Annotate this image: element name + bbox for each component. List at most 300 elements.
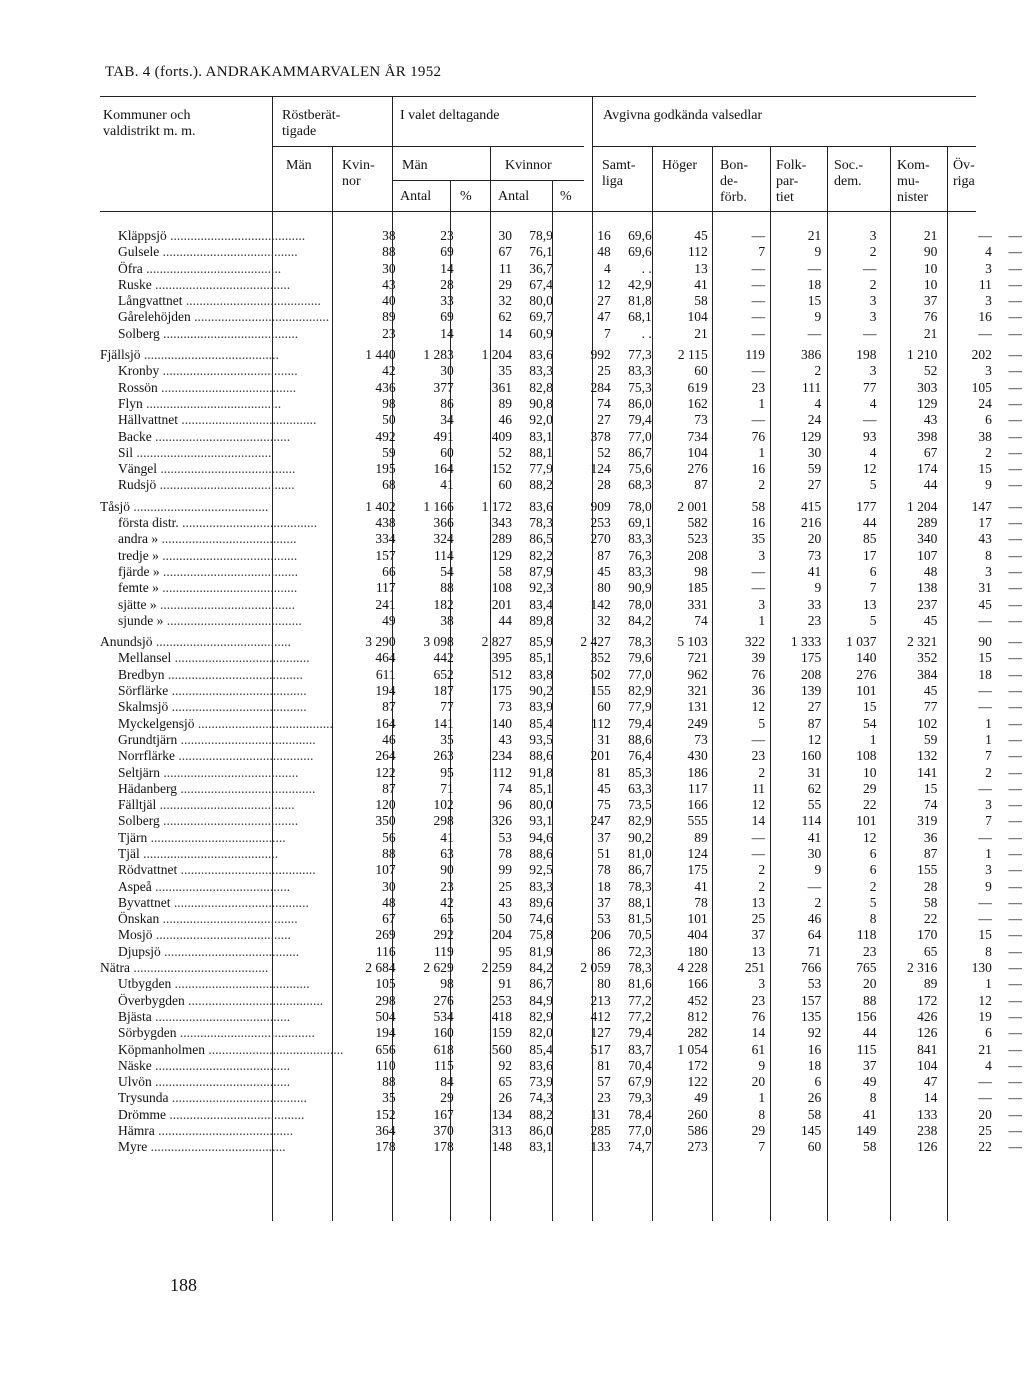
row-name <box>100 564 343 580</box>
row-name-text: Mellansel <box>118 650 172 666</box>
cell: 83,3 <box>628 363 652 379</box>
row-name <box>100 228 343 244</box>
row-name-text: Tjärn <box>118 829 148 845</box>
cell: 517 <box>590 1041 611 1057</box>
table-row <box>100 477 1024 493</box>
cell: 289 <box>491 531 512 547</box>
cell: 167 <box>433 1106 454 1122</box>
table-row <box>100 813 1024 829</box>
cell: 43 <box>498 731 512 747</box>
cell: 81 <box>597 1057 611 1073</box>
cell: 59 <box>807 461 822 477</box>
cell: — <box>1008 1123 1022 1139</box>
row-name-text: Rossön <box>118 379 158 395</box>
leader-dots: ........................................ <box>194 715 333 731</box>
cell: 37 <box>751 927 766 943</box>
cell: 14 <box>923 1090 938 1106</box>
cell: 377 <box>433 379 454 395</box>
row-name <box>100 1139 343 1155</box>
row-name-text: Nätra <box>100 960 130 976</box>
table-row <box>100 445 1024 461</box>
cell: 618 <box>433 1041 454 1057</box>
cell: 59 <box>923 731 938 747</box>
cell: 129 <box>917 395 938 411</box>
cell: 67,9 <box>628 1074 652 1090</box>
cell: 83,3 <box>529 363 553 379</box>
cell: 326 <box>491 813 512 829</box>
cell: 35 <box>498 363 512 379</box>
cell: 65 <box>440 911 454 927</box>
cell: 14 <box>751 813 766 829</box>
row-name-text: Djupsjö <box>118 943 161 959</box>
cell: 83,9 <box>529 699 553 715</box>
cell: 71 <box>807 943 822 959</box>
cell: 82,9 <box>628 683 652 699</box>
cell: 619 <box>687 379 708 395</box>
leader-dots: ........................................ <box>151 428 291 444</box>
cell: 83,4 <box>529 596 553 612</box>
cell: — <box>751 363 766 379</box>
cell: 76 <box>751 428 766 444</box>
cell: 303 <box>917 379 938 395</box>
cell: 85,4 <box>529 715 553 731</box>
cell: 12 <box>597 276 611 292</box>
cell: 16 <box>751 461 766 477</box>
row-name-text: Byvattnet <box>118 894 171 910</box>
cell: 58 <box>807 1106 822 1122</box>
cell: 148 <box>491 1139 512 1155</box>
cell: 324 <box>433 531 454 547</box>
cell: 765 <box>856 960 877 976</box>
cell: 133 <box>590 1139 611 1155</box>
cell: 67 <box>923 444 938 460</box>
cell: 57 <box>597 1074 611 1090</box>
cell: 30 <box>807 845 822 861</box>
cell: 25 <box>597 363 611 379</box>
cell: 86,0 <box>628 395 652 411</box>
cell: 17 <box>978 515 992 531</box>
cell: 112 <box>591 715 611 731</box>
cell: 512 <box>491 666 512 682</box>
row-name-text: tredje » <box>118 547 159 563</box>
leader-dots: ........................................ <box>166 1106 305 1122</box>
leader-dots: ........................................ <box>171 650 310 666</box>
cell: 11 <box>978 276 992 292</box>
cell: 118 <box>856 927 877 943</box>
cell: 3 <box>985 862 992 878</box>
row-name-text: Trysunda <box>118 1090 169 1106</box>
row-name-text: Solberg <box>118 325 160 341</box>
header-i-valet: I valet deltagande <box>400 108 500 123</box>
header-antal1: Antal <box>400 189 432 204</box>
leader-dots: ........................................ <box>158 580 298 596</box>
cell: 44 <box>923 477 938 493</box>
cell: 3 290 <box>365 634 396 650</box>
cell: 364 <box>375 1123 396 1139</box>
cell: 69 <box>440 244 454 260</box>
row-name-text: Grundtjärn <box>118 731 178 747</box>
cell: 20 <box>751 1074 766 1090</box>
cell: 131 <box>590 1106 611 1122</box>
cell: — <box>1008 444 1022 460</box>
cell: 2 <box>869 276 877 292</box>
cell: 555 <box>687 813 708 829</box>
row-name-text: Ruske <box>118 276 152 292</box>
cell: 87,9 <box>529 563 553 579</box>
cell: 104 <box>687 444 708 460</box>
cell: — <box>1008 276 1022 292</box>
cell: 78,9 <box>529 228 553 243</box>
row-name <box>100 830 343 846</box>
cell: 77,0 <box>628 1123 652 1139</box>
cell: — <box>1008 1008 1022 1024</box>
cell: 5 103 <box>677 634 708 650</box>
cell: 504 <box>375 1008 396 1024</box>
cell: 3 <box>869 363 877 379</box>
cell: 9 <box>985 477 992 493</box>
cell: 350 <box>375 813 396 829</box>
cell: — <box>1008 563 1022 579</box>
cell: 4 <box>869 444 877 460</box>
row-name <box>100 515 343 531</box>
header-pct2: % <box>560 189 572 204</box>
cell: 83,6 <box>529 1057 553 1073</box>
cell: 58 <box>863 1139 877 1155</box>
cell: 70,4 <box>628 1057 652 1073</box>
cell: 198 <box>856 347 877 363</box>
cell: — <box>1008 228 1022 243</box>
cell: 105 <box>971 379 992 395</box>
cell: 79,4 <box>628 715 652 731</box>
cell: 160 <box>801 748 822 764</box>
row-name <box>100 1107 343 1123</box>
cell: 41 <box>440 829 454 845</box>
cell: 39 <box>751 650 766 666</box>
cell: 52 <box>498 444 512 460</box>
cell: 187 <box>433 683 454 699</box>
cell: 3 <box>869 293 877 309</box>
cell: 28 <box>597 477 611 493</box>
row-name-text: Rödvattnet <box>118 862 178 878</box>
cell: 135 <box>801 1008 822 1024</box>
cell: 14 <box>440 325 454 341</box>
cell: 58 <box>498 563 512 579</box>
cell: 182 <box>433 596 454 612</box>
cell: 77,3 <box>628 347 652 363</box>
cell: — <box>1008 547 1022 563</box>
cell: 6 <box>814 1074 822 1090</box>
table-row <box>100 895 1024 911</box>
cell: 67 <box>382 911 396 927</box>
cell: 53 <box>807 976 822 992</box>
cell: 10 <box>863 764 877 780</box>
cell: 29 <box>498 276 512 292</box>
row-name <box>100 1058 343 1074</box>
row-name-text: Norrflärke <box>118 748 175 764</box>
cell: 174 <box>917 461 938 477</box>
cell: 115 <box>434 1057 454 1073</box>
cell: 370 <box>433 1123 454 1139</box>
cell: 5 <box>869 612 877 628</box>
cell: 85 <box>863 531 877 547</box>
cell: 87 <box>597 547 611 563</box>
leader-dots: ........................................ <box>170 894 309 910</box>
cell: 48 <box>923 563 938 579</box>
header-man2: Män <box>402 158 428 173</box>
row-name-text: Tåsjö <box>100 498 130 514</box>
cell: 186 <box>687 764 708 780</box>
cell: 269 <box>375 927 396 943</box>
cell: 105 <box>375 976 396 992</box>
cell: — <box>1008 596 1022 612</box>
cell: 2 <box>758 764 766 780</box>
cell: 42 <box>382 363 396 379</box>
row-name-text: Drömme <box>118 1106 166 1122</box>
cell: 90,2 <box>628 829 652 845</box>
cell: 84,2 <box>628 612 652 628</box>
cell: 2 001 <box>677 498 708 514</box>
cell: 83,1 <box>529 1139 553 1155</box>
cell: 92 <box>807 1025 822 1041</box>
cell: 25 <box>498 878 512 894</box>
cell: 41 <box>694 878 708 894</box>
row-name <box>100 396 343 412</box>
cell: 175 <box>801 650 822 666</box>
cell: — <box>1008 309 1022 325</box>
cell: 89 <box>498 395 512 411</box>
cell: 20 <box>807 531 822 547</box>
cell: 611 <box>375 666 396 682</box>
cell: 992 <box>590 347 611 363</box>
cell: 134 <box>491 1106 512 1122</box>
table-row <box>100 960 1024 976</box>
cell: 201 <box>590 748 611 764</box>
cell: 88 <box>863 992 877 1008</box>
cell: 122 <box>375 764 396 780</box>
cell: 38 <box>440 612 454 628</box>
cell: 46 <box>382 731 396 747</box>
row-name <box>100 1025 343 1041</box>
cell: 93,1 <box>529 813 553 829</box>
cell: 1 <box>985 976 992 992</box>
cell: 4 <box>985 244 992 260</box>
cell: 90,9 <box>628 580 652 596</box>
cell: 9 <box>814 862 822 878</box>
leader-dots: ........................................ <box>171 976 310 992</box>
leader-dots: ........................................ <box>152 634 291 650</box>
cell: 51 <box>597 845 611 861</box>
leader-dots: ........................................ <box>130 498 269 514</box>
cell: 4 <box>869 395 877 411</box>
cell: 185 <box>687 580 708 596</box>
cell: 42 <box>440 894 454 910</box>
cell: 3 <box>758 596 766 612</box>
row-name <box>100 944 343 960</box>
row-name-text: Hädanberg <box>118 780 177 796</box>
cell: — <box>1008 515 1022 531</box>
table-row <box>100 927 1024 943</box>
cell: — <box>863 260 877 276</box>
cell: 85,1 <box>529 780 553 796</box>
cell: 32 <box>597 612 611 628</box>
row-name-text: fjärde » <box>118 563 160 579</box>
cell: 276 <box>433 992 454 1008</box>
cell: — <box>751 731 766 747</box>
cell: 69 <box>440 309 454 325</box>
cell: — <box>1008 412 1022 428</box>
cell: 27 <box>807 699 822 715</box>
table-row <box>100 1058 1024 1074</box>
cell: 1 <box>985 845 992 861</box>
cell: 502 <box>590 666 611 682</box>
cell: 86,5 <box>529 531 553 547</box>
cell: 81,8 <box>628 293 652 309</box>
row-name <box>100 1123 343 1139</box>
cell: 412 <box>590 1008 611 1024</box>
cell: — <box>1008 862 1022 878</box>
cell: 107 <box>375 862 396 878</box>
cell: 7 <box>758 1139 766 1155</box>
cell: 77,2 <box>628 992 652 1008</box>
leader-dots: ........................................ <box>159 325 299 341</box>
row-name <box>100 781 343 797</box>
row-name-text: Aspeå <box>118 878 152 894</box>
cell: 44 <box>863 1025 877 1041</box>
cell: 81,0 <box>628 845 652 861</box>
cell: 54 <box>863 715 877 731</box>
cell: 23 <box>751 748 766 764</box>
cell: 298 <box>433 813 454 829</box>
cell: 129 <box>491 547 512 563</box>
cell: 155 <box>590 683 611 699</box>
cell: — <box>1008 845 1022 861</box>
cell: 140 <box>856 650 877 666</box>
row-name-text: Ulvön <box>118 1074 152 1090</box>
cell: 45 <box>978 596 992 612</box>
cell: 81,9 <box>529 943 553 959</box>
cell: — <box>1008 813 1022 829</box>
leader-dots: ........................................ <box>158 531 297 547</box>
cell: 30 <box>382 878 396 894</box>
cell: 3 <box>985 797 992 813</box>
cell: 164 <box>375 715 396 731</box>
cell: 37 <box>923 293 938 309</box>
header-hoger: Höger <box>662 158 697 173</box>
cell: 88 <box>382 244 396 260</box>
cell: 322 <box>744 634 766 650</box>
cell: 89 <box>382 309 396 325</box>
cell: 284 <box>590 379 611 395</box>
cell: 75 <box>597 797 611 813</box>
cell: 77,2 <box>628 1008 652 1024</box>
cell: 436 <box>375 379 396 395</box>
cell: 15 <box>978 650 992 666</box>
header-bottom-rule <box>100 211 976 212</box>
cell: — <box>1008 666 1022 682</box>
cell: 85,1 <box>529 650 553 666</box>
cell: 16 <box>978 309 992 325</box>
cell: 159 <box>491 1025 512 1041</box>
cell: 98 <box>440 976 454 992</box>
cell: 1 <box>869 731 877 747</box>
row-name-text: Köpmanholmen <box>118 1041 205 1057</box>
cell: 43 <box>978 531 992 547</box>
cell: 157 <box>801 992 822 1008</box>
cell: 1 166 <box>423 498 454 514</box>
cell: 83,6 <box>529 498 553 514</box>
cell: 86,7 <box>628 862 652 878</box>
cell: 27 <box>597 412 611 428</box>
cell: 172 <box>917 992 938 1008</box>
cell: 16 <box>807 1041 822 1057</box>
cell: 4 <box>985 1057 992 1073</box>
cell: 124 <box>687 845 708 861</box>
row-name-text: Myre <box>118 1139 148 1155</box>
cell: 1 <box>758 612 766 628</box>
cell: 81 <box>597 764 611 780</box>
cell: 41 <box>863 1106 877 1122</box>
row-name-text: Önskan <box>118 911 160 927</box>
cell: — <box>1008 1139 1022 1155</box>
cell: 140 <box>491 715 512 731</box>
cell: 812 <box>687 1008 708 1024</box>
cell: 65 <box>498 1074 512 1090</box>
cell: 70,5 <box>628 927 652 943</box>
cell: 6 <box>869 862 877 878</box>
row-name <box>100 911 343 927</box>
table-row <box>100 1074 1024 1090</box>
cell: — <box>1008 260 1022 276</box>
cell: 119 <box>434 943 454 959</box>
row-name-text: Rudsjö <box>118 477 157 493</box>
cell: 582 <box>687 515 708 531</box>
cell: — <box>978 1074 992 1090</box>
table-row <box>100 781 1024 797</box>
cell: 83,3 <box>529 878 553 894</box>
cell: — <box>1008 992 1022 1008</box>
cell: — <box>1008 293 1022 309</box>
cell: 170 <box>917 927 938 943</box>
cell: — <box>751 412 766 428</box>
table-row <box>100 494 1024 515</box>
cell: 94,6 <box>529 829 553 845</box>
cell: 112 <box>688 244 708 260</box>
cell: 6 <box>985 1025 992 1041</box>
cell: 22 <box>863 797 877 813</box>
cell: 321 <box>687 683 708 699</box>
cell: 398 <box>917 428 938 444</box>
cell: 81,6 <box>628 976 652 992</box>
table-row <box>100 1107 1024 1123</box>
row-name <box>100 797 343 813</box>
top-rule <box>100 96 976 97</box>
cell: 1 172 <box>481 498 512 514</box>
leader-dots: ........................................ <box>140 347 279 363</box>
cell: — <box>1008 829 1022 845</box>
cell: — <box>1008 960 1022 976</box>
leader-dots: ........................................ <box>156 461 296 477</box>
leader-dots: ........................................ <box>205 1041 344 1057</box>
cell: 108 <box>491 580 512 596</box>
cell: 157 <box>375 547 396 563</box>
cell: 74 <box>597 395 611 411</box>
row-name-text: Seltjärn <box>118 764 160 780</box>
cell: 42,9 <box>628 276 652 292</box>
table-row <box>100 597 1024 613</box>
cell: 85,9 <box>529 634 553 650</box>
table-row <box>100 699 1024 715</box>
cell: 86 <box>597 943 611 959</box>
